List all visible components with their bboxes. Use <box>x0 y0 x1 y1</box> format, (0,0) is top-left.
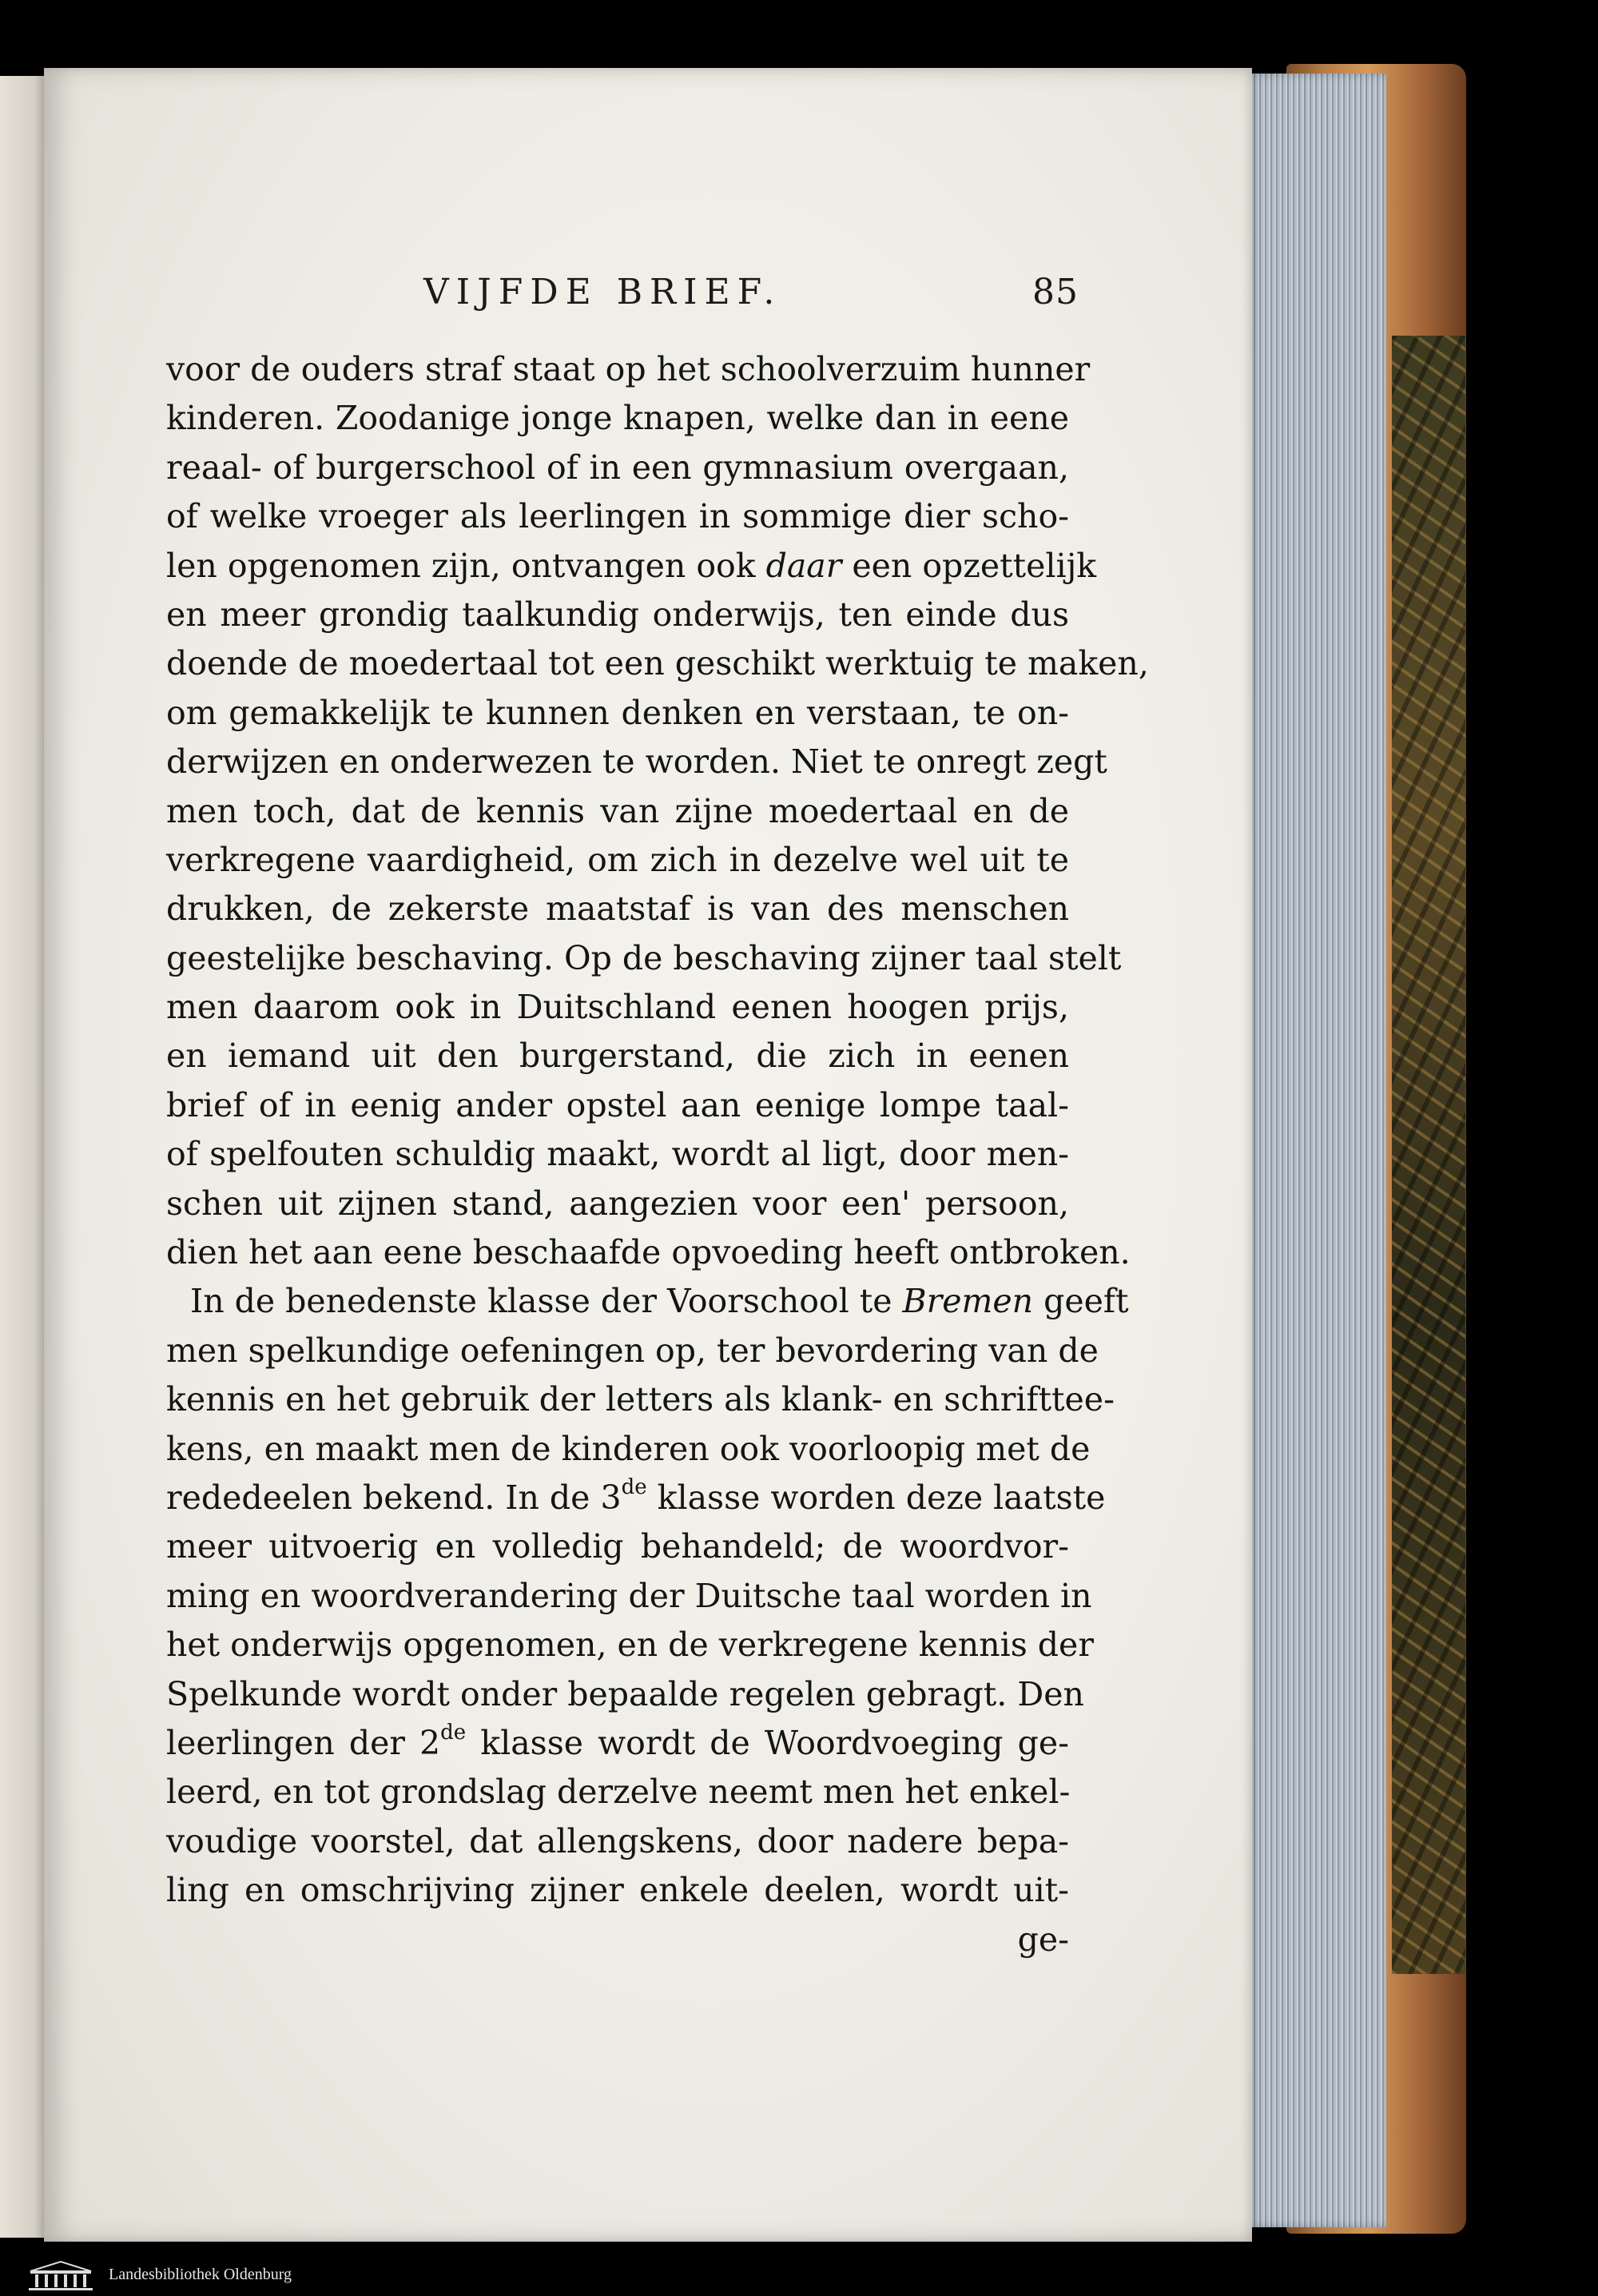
text-segment: klasse wordt de Woordvoeging ge- <box>480 1723 1069 1762</box>
text-segment: klasse worden deze laatste <box>657 1478 1106 1517</box>
text-segment: een opzettelijk <box>852 546 1097 585</box>
page-number: 85 <box>1032 272 1079 312</box>
text-line: het onderwijs opgenomen, en de verkregene kennis der <box>166 1626 1094 1665</box>
text-line: of welke vroeger als leerlingen in sommige dier scho- <box>166 497 1069 536</box>
text-line: reaal- of burgerschool of in een gymnasium overgaan, <box>166 448 1069 487</box>
text-line: men toch, dat de kennis van zijne moedertaal en de <box>166 791 1069 830</box>
text-line: meer uitvoerig en volledig behandeld; de woordvor- <box>166 1527 1069 1566</box>
text-line <box>166 1719 1069 1768</box>
text-line: voudige voorstel, dat allengskens, door nadere bepa- <box>166 1821 1069 1860</box>
text-segment: rededeelen bekend. In de 3 <box>166 1478 622 1517</box>
text-line: derwijzen en onderwezen te worden. Niet te onregt zegt <box>166 742 1107 782</box>
text-line: geestelijke beschaving. Op de beschaving zijner taal stelt <box>166 938 1122 977</box>
running-head <box>423 272 1079 328</box>
text-line: en meer grondig taalkundig onderwijs, ten einde dus <box>166 595 1069 634</box>
text-line: schen uit zijnen stand, aangezien voor een' persoon, <box>166 1184 1069 1223</box>
text-line: dien het aan eene beschaafde opvoeding heeft ontbroken. <box>166 1233 1131 1272</box>
text-line: brief of in eenig ander opstel aan eenige lompe taal- <box>166 1085 1069 1124</box>
text-segment: geeft <box>1043 1282 1129 1321</box>
text-line: of spelfouten schuldig maakt, wordt al ligt, door men- <box>166 1135 1069 1174</box>
text-line: verkregene vaardigheid, om zich in dezelve wel uit te <box>166 840 1069 879</box>
text-line: kennis en het gebruik der letters als klank- en schrifttee- <box>166 1380 1115 1419</box>
text-segment: leerlingen der 2 <box>166 1723 441 1762</box>
text-line: kinderen. Zoodanige jonge knapen, welke dan in eene <box>166 399 1069 438</box>
italic-word: Bremen <box>902 1282 1034 1321</box>
text-line <box>166 542 1097 591</box>
text-line: leerd, en tot grondslag derzelve neemt men het enkel- <box>166 1773 1071 1812</box>
italic-word: daar <box>765 546 842 585</box>
superscript: de <box>440 1721 467 1745</box>
text-line: kens, en maakt men de kinderen ook voorloopig met de <box>166 1429 1091 1468</box>
text-segment: len opgenomen zijn, ontvangen ook <box>166 546 756 585</box>
marbled-cover-panel <box>1392 336 1465 1974</box>
text-line: voor de ouders straf staat op het schoolverzuim hunner <box>166 350 1091 388</box>
library-building-icon <box>22 2260 99 2292</box>
text-line <box>166 1474 1106 1522</box>
left-page-edge <box>0 76 50 2238</box>
text-line: doende de moedertaal tot een geschikt werktuig te maken, <box>166 644 1149 683</box>
library-footer-bar <box>0 2256 1598 2296</box>
text-line: Spelkunde wordt onder bepaalde regelen gebragt. Den <box>166 1674 1084 1713</box>
text-line: drukken, de zekerste maatstaf is van des menschen <box>166 889 1069 929</box>
text-line <box>166 1277 1129 1326</box>
text-line: ling en omschrijving zijner enkele deelen, wordt uit- <box>166 1871 1069 1910</box>
superscript: de <box>621 1475 647 1500</box>
library-name: Landesbibliothek Oldenburg <box>109 2266 292 2283</box>
page-edges <box>1246 74 1386 2227</box>
body-text <box>166 345 1149 1964</box>
text-line: om gemakkelijk te kunnen denken en verstaan, te on- <box>166 693 1069 732</box>
text-line: men spelkundige oefeningen op, ter bevordering van de <box>166 1331 1099 1370</box>
text-line: ming en woordverandering der Duitsche taal worden in <box>166 1576 1092 1615</box>
catchword: ge- <box>1017 1920 1069 1959</box>
text-line: en iemand uit den burgerstand, die zich in eenen <box>166 1037 1069 1076</box>
text-line: men daarom ook in Duitschland eenen hoogen prijs, <box>166 988 1069 1027</box>
text-segment: In de benedenste klasse der Voorschool te <box>190 1282 892 1321</box>
running-head-title: VIJFDE BRIEF. <box>423 272 782 312</box>
